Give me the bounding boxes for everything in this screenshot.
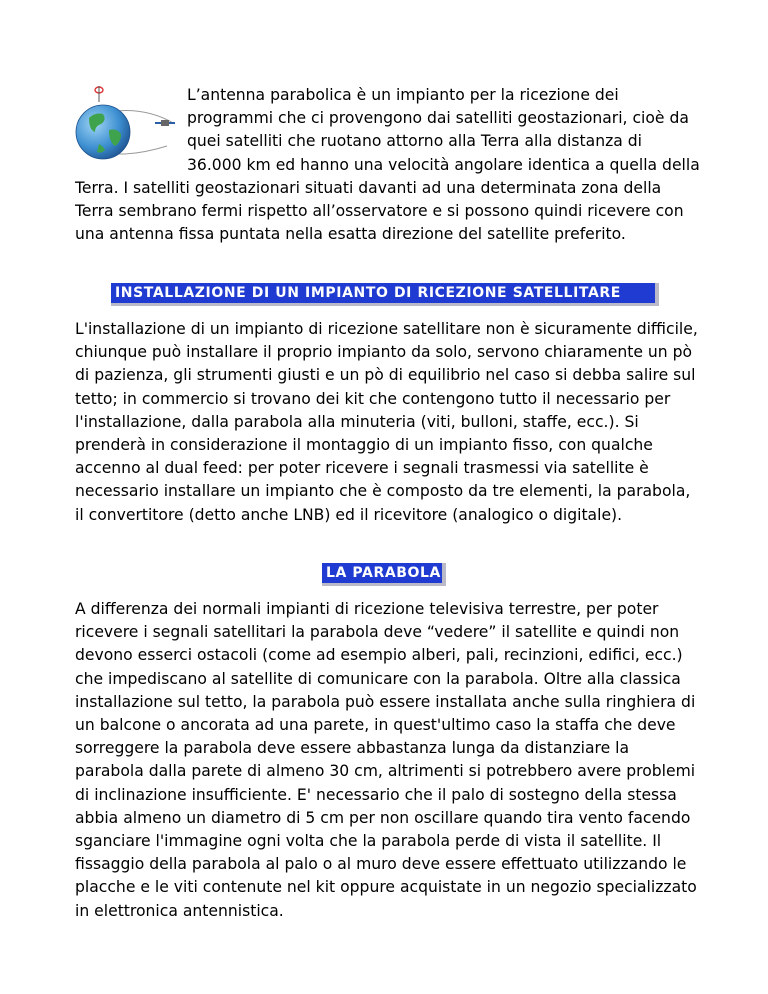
intro-paragraph: L’antenna parabolica è un impianto per la ricezione dei programmi che ci provengono dai satelliti geostazionari, cioè da quei satelliti che ruotano attorno alla Terra alla distanza di 36.000 km ed hanno una velocità angolare identica a quella della Terra. I satelliti geostazionari situati davanti ad una determinata zona della Terra sembrano fermi rispetto all’osservatore e si possono quindi ricevere con una antenna fissa puntata nella esatta direzione del satellite preferito. xyxy=(75,86,700,244)
installation-paragraph: L'installazione di un impianto di ricezione satellitare non è sicuramente difficile, chiunque può installare il proprio impianto da solo, servono chiaramente un pò di pazienza, gli strumenti giusti e un pò di equilibrio nel caso si debba salire sul tetto; in commercio si trovano dei kit che contengono tutto il necessario per l'installazione, dalla parabola alla minuteria (viti, bulloni, staffe, ecc.). Si prenderà in considerazione il montaggio di un impianto fisso, con qualche accenno al dual feed: per poter ricevere i segnali trasmessi via satellite è necessario installare un impianto che è composto da tre elementi, la parabola, il convertitore (detto anche LNB) ed il ricevitore (analogico o digitale). xyxy=(75,320,698,524)
earth-orbit-icon xyxy=(75,84,179,172)
parabola-paragraph: A differenza dei normali impianti di ricezione televisiva terrestre, per poter ricevere i segnali satellitari la parabola deve “vedere” il satellite e quindi non devono esserci ostacoli (come ad esempio alberi, pali, recinzioni, edifici, ecc.) che impediscano al satellite di comunicare con la parabola. Oltre alla classica installazione sul tetto, la parabola può essere installata anche sulla ringhiera di un balcone o ancorata ad una parete, in quest'ultimo caso la staffa che deve sorreggere la parabola deve essere abbastanza lunga da distanziare la parabola dalla parete di almeno 30 cm, altrimenti si potrebbero avere problemi di inclinazione insufficiente. E' necessario che il palo di sostegno della stessa abbia almeno un diametro di 5 cm per non oscillare quando tira vento facendo sganciare l'immagine ogni volta che la parabola perde di vista il satellite. Il fissaggio della parabola al palo o al muro deve essere effettuato utilizzando le placche e le viti contenute nel kit oppure acquistate in un negozio specializzato in elettronica antennistica. xyxy=(75,600,697,920)
heading-parabola: LA PARABOLA xyxy=(322,563,446,586)
earth-satellite-illustration xyxy=(75,84,179,172)
intro-section xyxy=(75,84,700,246)
heading-installation: INSTALLAZIONE DI UN IMPIANTO DI RICEZIONE SATELLITARE xyxy=(111,283,659,306)
